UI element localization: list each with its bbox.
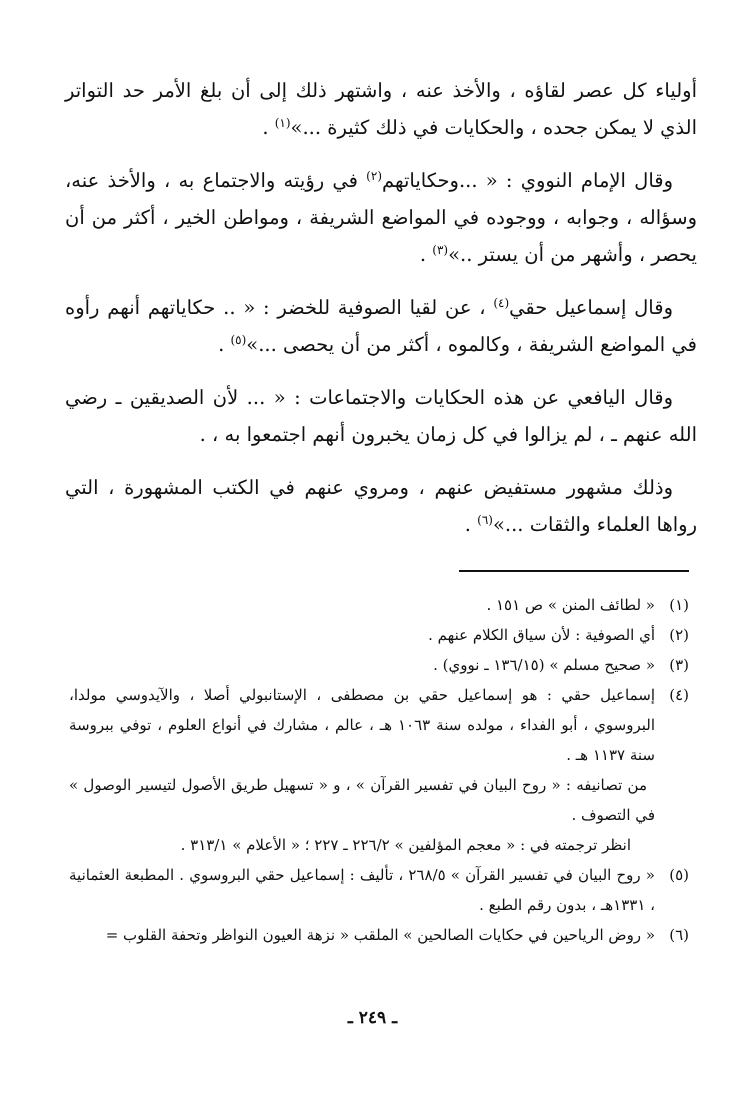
- paragraph-text: وقال اليافعي عن هذه الحكايات والاجتماعات : « ... لأن الصديقين ـ رضي الله عنهم ـ ، لم يزالوا في كل زمان يخبرون أنهم اجتمعوا به ، .: [65, 386, 697, 446]
- paragraph-text: .: [218, 333, 231, 356]
- footnote-number: (٤): [669, 686, 689, 704]
- paragraph-text: في رؤيته والاجتماع به ، والأخذ عنه، وسؤاله ، وجوابه ، ووجوده في المواضع الشريفة ، ومواطن الخير ، أكثر من أن يحصر ، وأشهر من أن يستر ..»: [65, 169, 697, 266]
- footnote-number: (٣): [669, 656, 689, 674]
- footnote-4-bio-refs: انظر ترجمته في : « معجم المؤلفين » ٢٢٦/٢ ـ ٢٢٧ ؛ « الأعلام » ٣١٣/١ .: [180, 836, 631, 854]
- paragraph-text: .: [464, 513, 478, 536]
- footnote-4: [69, 680, 689, 770]
- paragraph-text: .: [262, 116, 275, 139]
- paragraph-text: وقال إسماعيل حقي: [509, 296, 673, 319]
- main-text: [65, 72, 697, 559]
- paragraph-text: ، عن لقيا الصوفية للخضر : « .. حكاياتهم أنهم رأوه في المواضع الشريفة ، وكالموه ، أكثر من أن يحصى ...»: [65, 296, 697, 356]
- paragraph-text: وقال الإمام النووي : « ...وحكاياتهم: [382, 169, 673, 192]
- footnote-ref-2[interactable]: (٢): [366, 169, 382, 183]
- footnote-6: [69, 920, 689, 950]
- footnote-number: (٦): [669, 926, 689, 944]
- footnote-text: « روض الرياحين في حكايات الصالحين » الملقب « نزهة العيون النواظر وتحفة القلوب =: [105, 926, 655, 944]
- footnotes: [69, 590, 689, 950]
- footnote-1: [69, 590, 689, 620]
- footnote-ref-3[interactable]: (٣): [432, 243, 449, 257]
- paragraph-text: .: [419, 243, 433, 266]
- footnote-4-works: من تصانيفه : « روح البيان في تفسير القرآن » ، و « تسهيل طريق الأصول لتيسير الوصول » في التصوف .: [69, 776, 655, 824]
- footnote-text: « لطائف المنن » ص ١٥١ .: [486, 596, 655, 614]
- paragraph-1: [65, 72, 697, 146]
- page-number: ـ ٢٤٩ ـ: [347, 1008, 398, 1028]
- footnote-number: (٢): [669, 626, 689, 644]
- footnote-ref-6[interactable]: (٦): [477, 513, 493, 527]
- footnote-text: إسماعيل حقي : هو إسماعيل حقي بن مصطفى ، الإستانبولي أصلا ، والآيدوسي مولدا، البروسوي ، أبو الفداء ، مولده سنة ١٠٦٣ هـ ، عالم ، مشارك في أنواع العلوم ، توفي ببروسة سنة ١١٣٧ هـ .: [69, 686, 655, 764]
- footnote-ref-4[interactable]: (٤): [493, 296, 510, 310]
- paragraph-4: [65, 379, 697, 453]
- footnote-3: [69, 650, 689, 680]
- footnote-text: « صحيح مسلم » (١٣٦/١٥ ـ نووي) .: [433, 656, 655, 674]
- paragraph-text: وذلك مشهور مستفيض عنهم ، ومروي عنهم في الكتب المشهورة ، التي رواها العلماء والثقات ...»: [65, 476, 697, 536]
- footnote-number: (١): [669, 596, 689, 614]
- footnote-5: [69, 860, 689, 920]
- footnote-text: أي الصوفية : لأن سياق الكلام عنهم .: [428, 626, 655, 644]
- footnote-2: [69, 620, 689, 650]
- paragraph-text: أولياء كل عصر لقاؤه ، والأخذ عنه ، واشتهر ذلك إلى أن بلغ الأمر حد التواتر الذي لا يمكن جحده ، والحكايات في ذلك كثيرة ...»: [65, 79, 697, 139]
- footnote-separator: [459, 570, 689, 572]
- footnote-ref-1[interactable]: (١): [274, 116, 291, 130]
- paragraph-2: [65, 162, 697, 273]
- footnote-number: (٥): [669, 866, 689, 884]
- paragraph-3: [65, 289, 697, 363]
- footnote-text: « روح البيان في تفسير القرآن » ٢٦٨/٥ ، تأليف : إسماعيل حقي البروسوي . المطبعة العثمانية ، ١٣٣١هـ ، بدون رقم الطبع .: [69, 866, 655, 914]
- paragraph-5: [65, 469, 697, 543]
- footnote-ref-5[interactable]: (٥): [230, 333, 247, 347]
